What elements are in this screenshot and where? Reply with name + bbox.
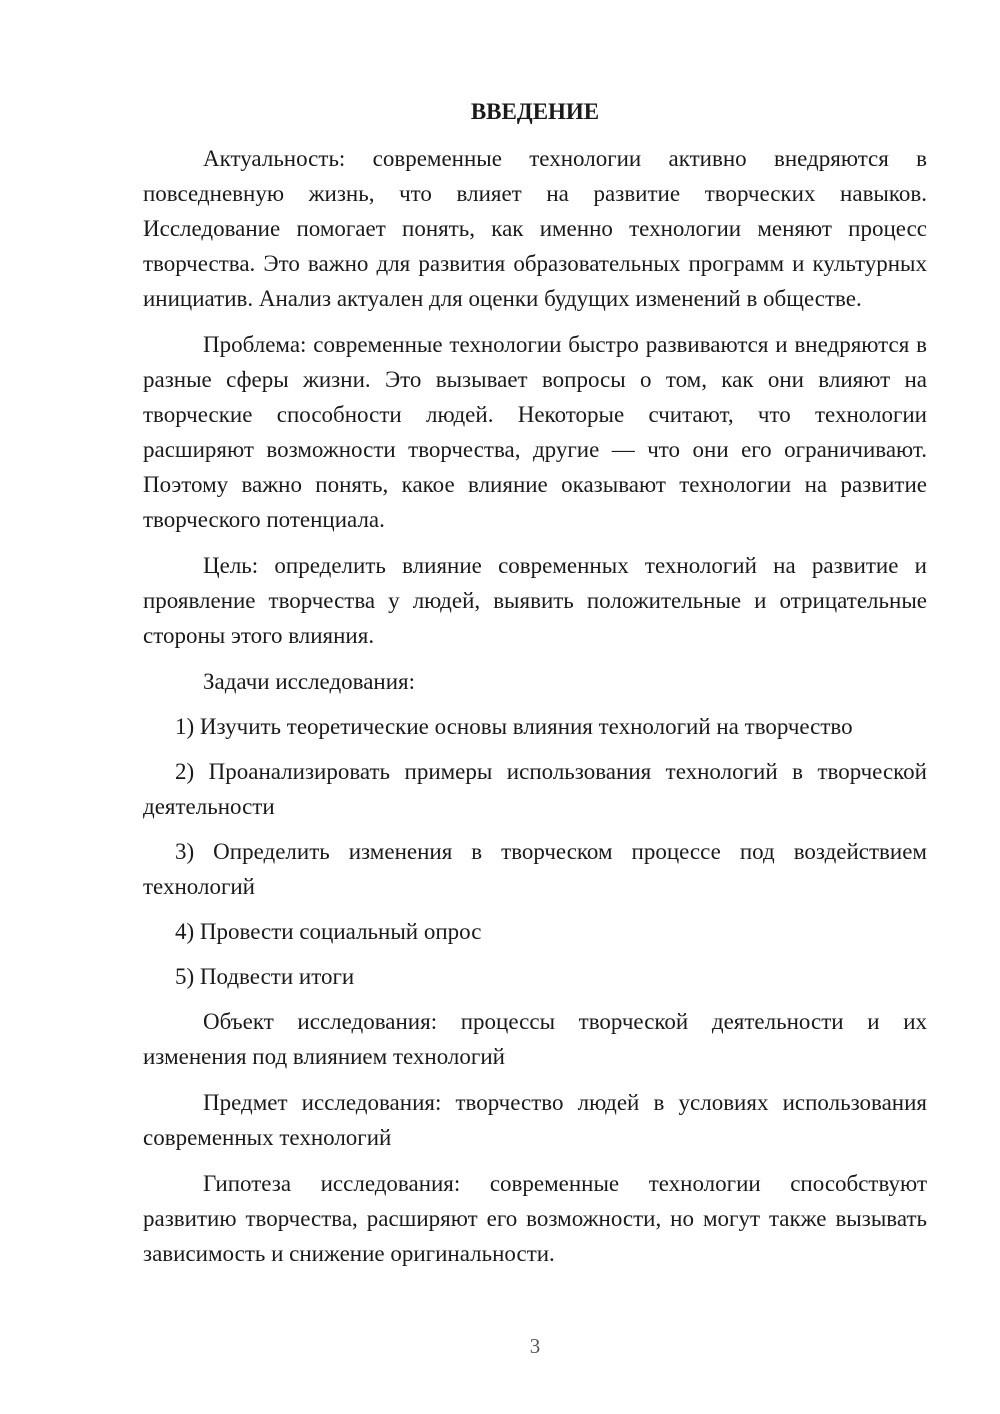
page-title: ВВЕДЕНИЕ xyxy=(470,99,600,124)
list-item: 5) Подвести итоги xyxy=(175,964,355,989)
page-content xyxy=(143,94,927,1282)
relevance-paragraph: Актуальность: современные технологии активно внедряются в повседневную жизнь, что влияет на развитие творческих навыков. Исследование помогает понять, как именно технологии меняют процесс творчества. Это важно для развития образовательных программ и культурных инициатив. Анализ актуален для оценки будущих изменений в обществе. xyxy=(143,146,927,311)
tasks-list xyxy=(143,709,927,994)
list-item: 3) Определить изменения в творческом процессе под воздействием технологий xyxy=(143,839,927,899)
hypothesis-paragraph: Гипотеза исследования: современные технологии способствуют развитию творчества, расширяют его возможности, но могут также вызывать зависимость и снижение оригинальности. xyxy=(143,1171,927,1266)
list-item: 4) Провести социальный опрос xyxy=(175,919,482,944)
subject-paragraph: Предмет исследования: творчество людей в условиях использования современных технологий xyxy=(143,1090,927,1150)
list-item: 1) Изучить теоретические основы влияния технологий на творчество xyxy=(175,714,853,739)
list-item: 2) Проанализировать примеры использования технологий в творческой деятельности xyxy=(143,759,927,819)
goal-paragraph: Цель: определить влияние современных технологий на развитие и проявление творчества у людей, выявить положительные и отрицательные стороны этого влияния. xyxy=(143,553,927,648)
problem-paragraph: Проблема: современные технологии быстро развиваются и внедряются в разные сферы жизни. Это вызывает вопросы о том, как они влияют на творческие способности людей. Некоторые считают, что технологии расширяют возможности творчества, другие — что они его ограничивают. Поэтому важно понять, какое влияние оказывают технологии на развитие творческого потенциала. xyxy=(143,332,927,532)
object-paragraph: Объект исследования: процессы творческой деятельности и их изменения под влиянием технологий xyxy=(143,1009,927,1069)
tasks-heading: Задачи исследования: xyxy=(203,669,416,694)
page-number: 3 xyxy=(529,1334,541,1358)
